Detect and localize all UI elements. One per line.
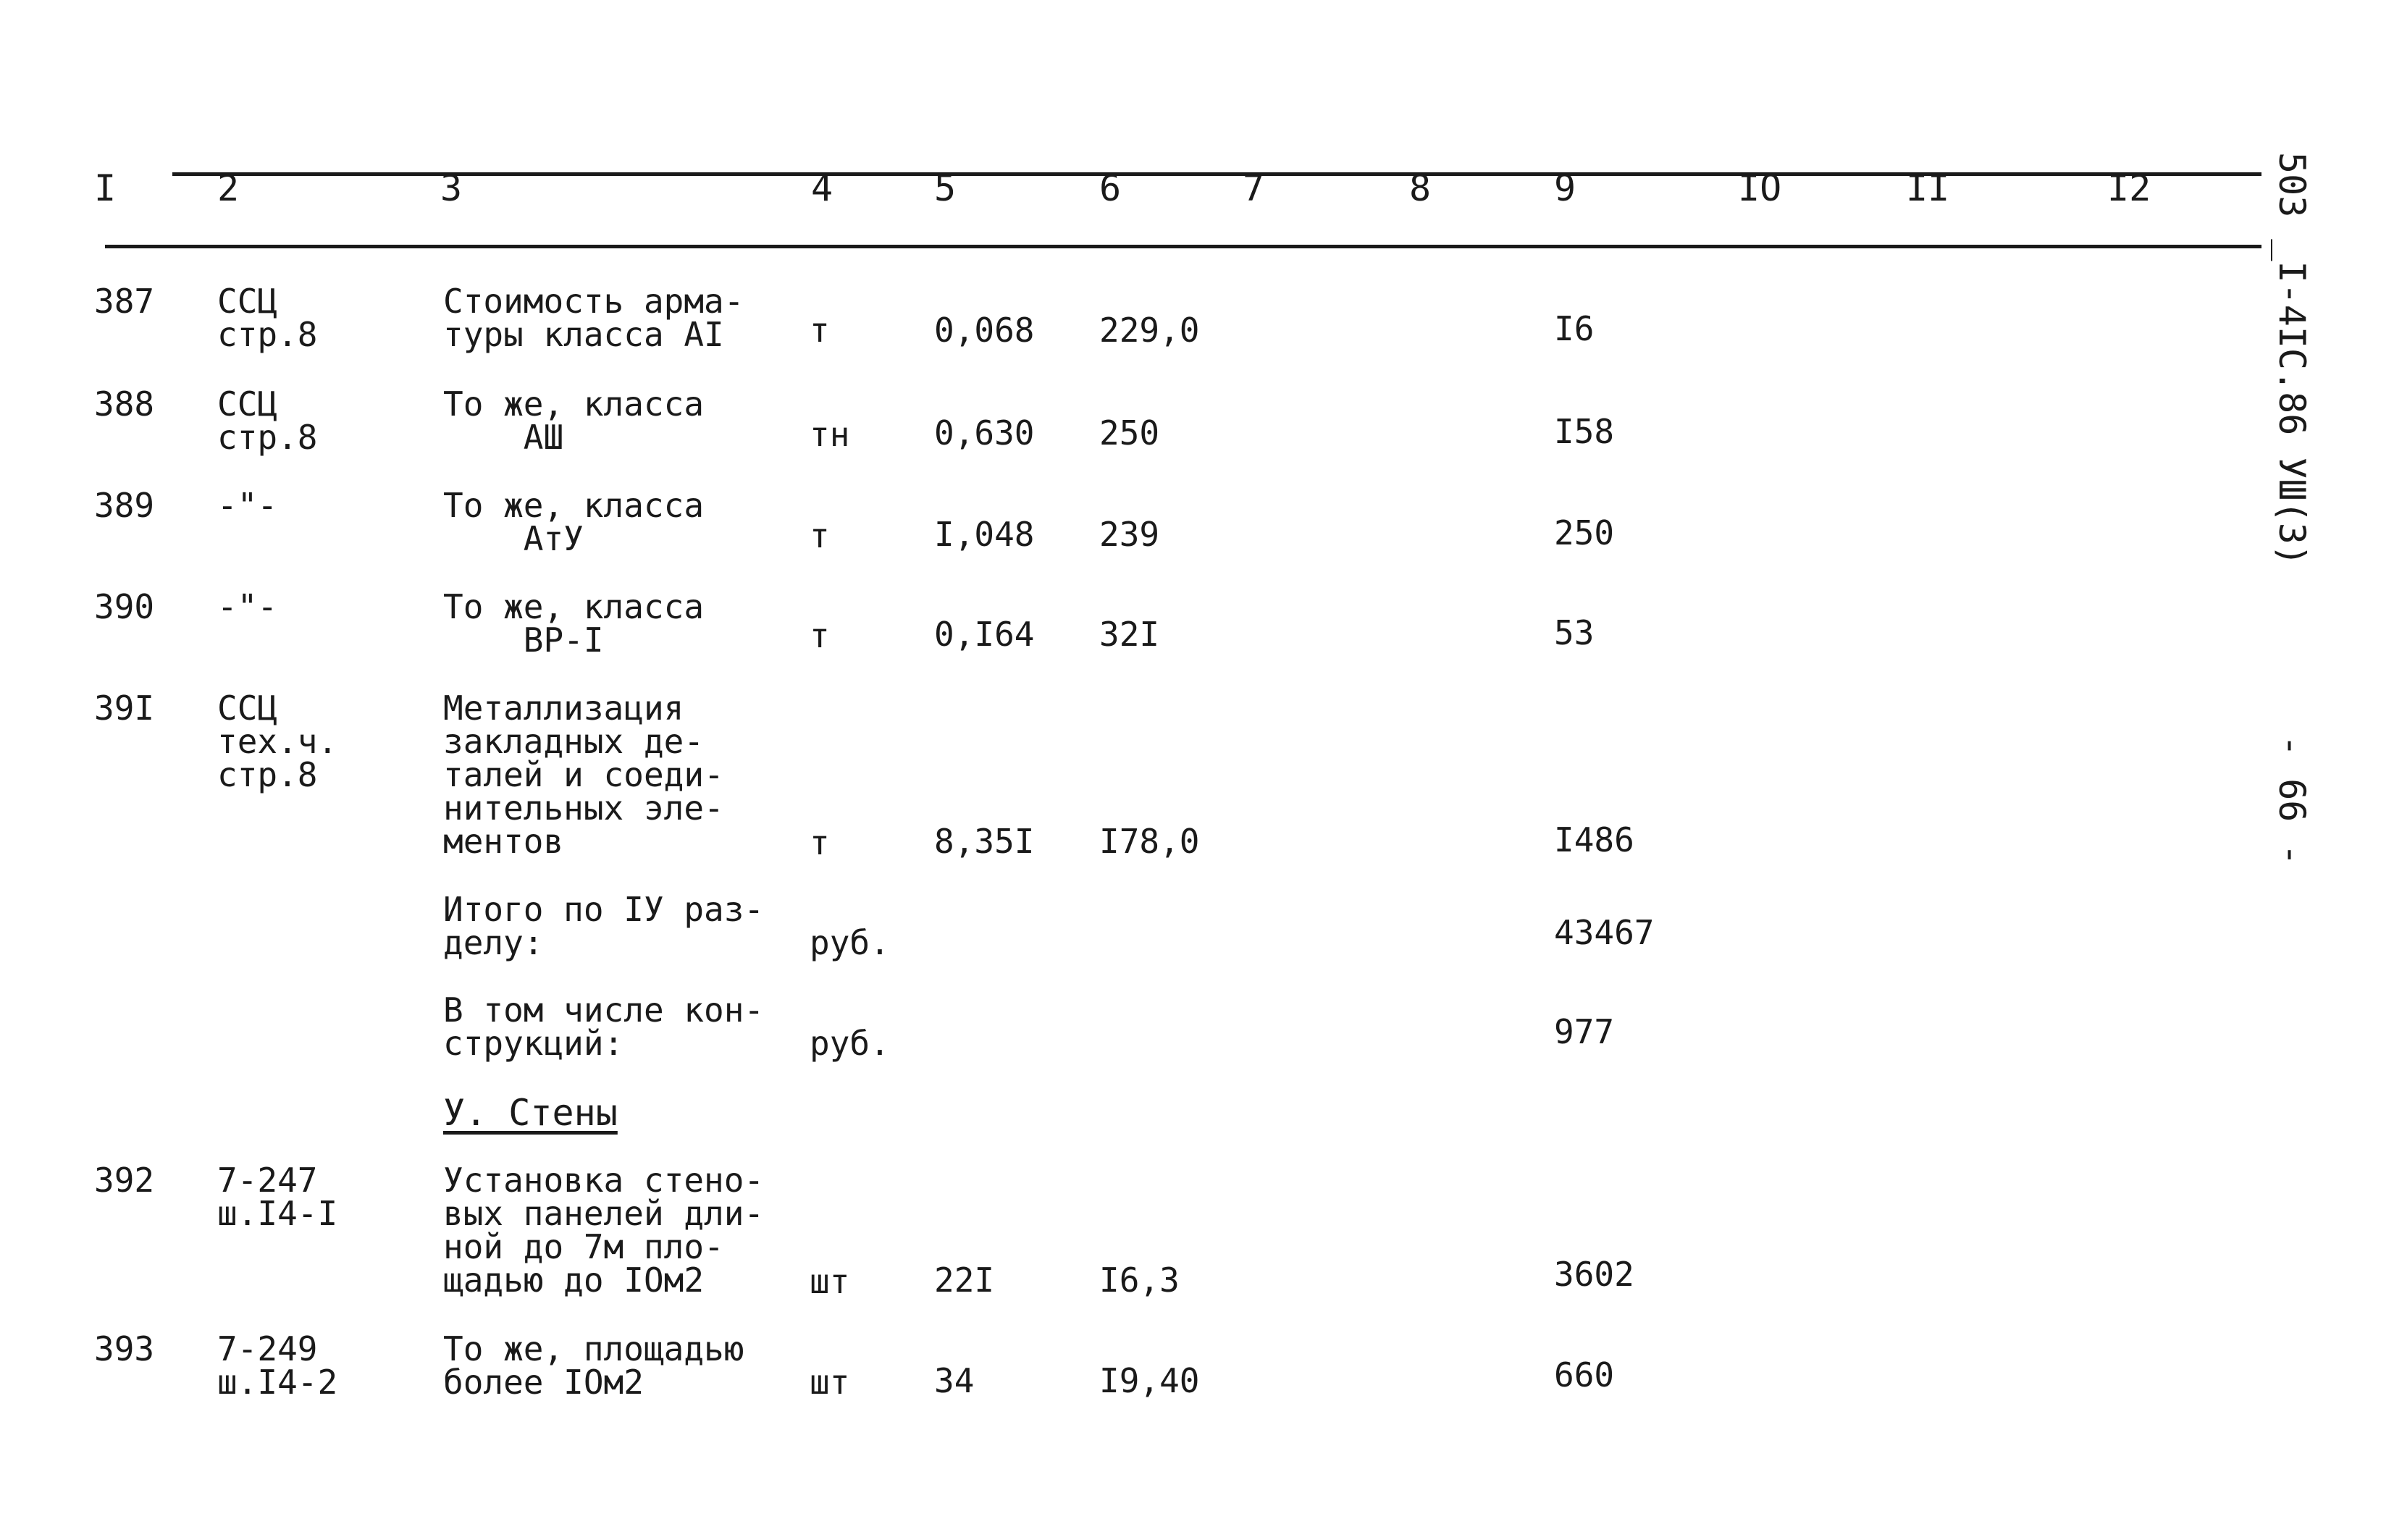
row-total: I486 [1554,820,1634,859]
row-unit-price: I78,0 [1099,822,1200,861]
column-header-4: 4 [811,167,833,209]
row-total: 977 [1554,1012,1615,1051]
page-number: - 66 - [2271,735,2313,866]
row-name: Установка стено- вых панелей дли- ной до 7м пло- щадью до IOм2 [443,1161,765,1300]
row-name: То же, класса ВР-I [443,587,705,660]
row-reference: ССЦ стр.8 [217,282,318,354]
column-header-3: 3 [440,167,463,209]
row-quantity: 0,068 [934,311,1035,350]
row-number: 393 [94,1329,155,1368]
row-total: 3602 [1554,1255,1634,1294]
row-reference: -"- [217,587,278,626]
row-quantity: 8,35I [934,822,1035,861]
row-quantity: 0,I64 [934,615,1035,654]
column-header-12: I2 [2107,167,2151,209]
row-quantity: 22I [934,1261,995,1300]
row-number: 387 [94,282,155,321]
row-reference: 7-249 ш.I4-2 [217,1329,338,1402]
column-header-2: 2 [217,167,240,209]
row-quantity: I,048 [934,515,1035,554]
row-number: 39I [94,689,155,728]
row-unit: т [810,311,830,350]
row-quantity: 0,630 [934,413,1035,453]
row-unit-price: 239 [1099,515,1160,554]
row-quantity: 34 [934,1361,975,1400]
column-header-7: 7 [1243,167,1265,209]
row-number: 392 [94,1161,155,1200]
row-unit: тн [810,415,850,454]
column-header-9: 9 [1554,167,1576,209]
column-header-8: 8 [1409,167,1432,209]
column-header-11: II [1906,167,1950,209]
row-name: То же, класса АтУ [443,486,705,558]
row-name: То же, класса АШ [443,384,705,457]
row-total: I58 [1554,412,1615,451]
row-name: Итого по IУ раз- делу: [443,890,765,962]
row-reference: ССЦ тех.ч. стр.8 [217,689,338,794]
column-header-10: IO [1738,167,1782,209]
row-unit: т [810,616,830,655]
row-reference: -"- [217,486,278,525]
row-total: I6 [1554,309,1595,348]
row-name: Стоимость арма- туры класса AI [443,282,744,354]
row-unit: т [810,516,830,555]
row-number: 389 [94,486,155,525]
row-reference: 7-247 ш.I4-I [217,1161,338,1233]
row-total: 53 [1554,613,1595,652]
row-total: 43467 [1554,913,1655,952]
header-bottom-rule [105,245,2261,248]
column-header-5: 5 [934,167,957,209]
row-total: 660 [1554,1355,1615,1394]
row-unit-price: 229,0 [1099,311,1200,350]
row-total: 250 [1554,513,1615,552]
row-unit: руб. [810,923,890,962]
row-unit-price: I6,3 [1099,1261,1180,1300]
column-header-1: I [94,167,117,209]
document-code: 503 _I-4IC.86 УШ(3) [2271,152,2313,566]
column-header-6: 6 [1099,167,1122,209]
row-name: В том числе кон- струкций: [443,990,765,1063]
row-unit: шт [810,1363,850,1402]
row-unit-price: 32I [1099,615,1160,654]
row-unit: руб. [810,1024,890,1063]
row-unit-price: 250 [1099,413,1160,453]
row-number: 390 [94,587,155,626]
row-name: Металлизация закладных де- талей и соеди- нительных эле- ментов [443,689,724,861]
row-reference: ССЦ стр.8 [217,384,318,457]
section-title: У. Стены [443,1092,618,1134]
row-unit-price: I9,40 [1099,1361,1200,1400]
row-number: 388 [94,384,155,424]
row-unit: шт [810,1262,850,1301]
row-name: То же, площадью более IOм2 [443,1329,744,1402]
row-unit: т [810,823,830,862]
